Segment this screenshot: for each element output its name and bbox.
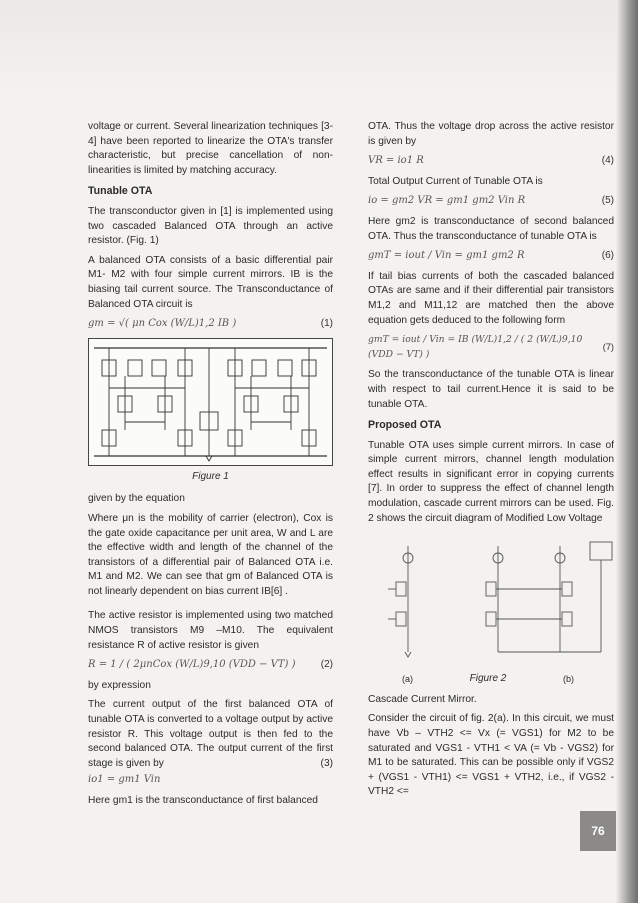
scan-top-shade (0, 0, 638, 92)
equation-1: gm = √( μn Cox (W/L)1,2 IB ) (1) (88, 318, 333, 330)
paragraph: Total Output Current of Tunable OTA is (368, 175, 543, 187)
paragraph: Here gm1 is the transconductance of first balanced (88, 795, 318, 806)
paragraph: given by the equation (88, 493, 185, 505)
section-heading: Proposed OTA (368, 419, 442, 432)
figure-2b-label: (b) (563, 674, 574, 685)
left-column (88, 120, 333, 814)
equation-7: gmT = iout / Vin = IB (W/L)1,2 / ( 2 (W/L)9,10 (VDD − VT) ) (7) (368, 334, 614, 360)
equation-6: gmT = iout / Vin = gm1 gm2 R (6) (368, 250, 614, 262)
paragraph: The active resistor is implemented using two matched NMOS transistors M9 –M10. The equivalent resistance R of active resistor is given (88, 610, 333, 651)
scan-right-edge (616, 0, 638, 903)
right-column (368, 120, 614, 805)
page-number: 76 (580, 811, 616, 851)
equation-4: VR = io1 R (4) (368, 155, 614, 167)
paragraph: The current output of the first balanced OTA of tunable OTA is converted to a voltage output by active resistor R. This voltage output is then fed to the second balanced OTA. The output current of the first stage is given by (3) (88, 699, 333, 769)
equation-2: R = 1 / ( 2μnCox (W/L)9,10 (VDD − VT) ) (2) (88, 659, 333, 671)
paragraph: Cascade Current Mirror. (368, 693, 477, 705)
figure-2-caption: Figure 2 (469, 673, 507, 685)
equation-5: io = gm2 VR = gm1 gm2 Vin R (5) (368, 195, 614, 207)
paragraph: If tail bias currents of both the cascaded balanced OTAs are same and if their differential pair transistors M1,2 and M11,12 are matched then the above equation gets deduced to the following form (368, 270, 614, 326)
paragraph: Here gm2 is transconductance of second balanced OTA. Thus the transconductance of tunable OTA is (368, 215, 614, 242)
paragraph: Where μn is the mobility of carrier (electron), Cox is the gate oxide capacitance per unit area, W and L are the effective width and length of the channel of the transistors of a differential pair of Balanced OTA i.e. M1 and M2. We can see that gm of Balanced OTA is not linearly dependent on bias current IB[6] . (88, 512, 333, 597)
paragraph: A balanced OTA consists of a basic differential pair M1- M2 with four simple current mirrors. IB is the biasing tail current source. The Transconductance of Balanced OTA circuit is (88, 254, 333, 310)
paragraph: voltage or current. Several linearization techniques [3-4] have been reported to linearize the OTA's transfer characteristic, but precise cancellation of non-linearities is limited by matching accuracy. (88, 121, 333, 176)
figure-2a-label: (a) (402, 674, 413, 685)
paragraph: OTA. Thus the voltage drop across the active resistor is given by (368, 121, 614, 147)
paragraph: The transconductor given in [1] is implemented using two cascaded Balanced OTA through an active resistor. (Fig. 1) (88, 205, 333, 247)
paragraph: Tunable OTA uses simple current mirrors. In case of simple current mirrors, channel length modulation effect results in significant error in copying currents [7]. In order to suppress the effect of channel length modulation, cascade current mirrors can be used. Fig. 2 shows the circuit diagram of Modified Low Voltage (368, 439, 614, 524)
figure-1-circuit (88, 338, 333, 466)
paragraph: Consider the circuit of fig. 2(a). In this circuit, we must have Vb – VTH2 <= Vx (= VGS1) for M2 to be saturated and VGS1 - VTH1 < VA (= Vb - VGS2) for M1 to be saturated. This can be possible only if VGS2 + (VGS1 - VTH1) <= VGS1 + VTH2, i.e., if VGS2 - VTH2 <= (368, 713, 614, 798)
paragraph: by expression (88, 679, 151, 691)
section-heading: Tunable OTA (88, 185, 153, 198)
figure-1-caption: Figure 1 (192, 470, 229, 482)
paragraph: So the transconductance of the tunable OTA is linear with respect to tail current.Hence it is said to be tunable OTA. (368, 369, 614, 410)
equation-3: io1 = gm1 Vin (88, 774, 161, 786)
figure-2-circuit (368, 532, 614, 672)
